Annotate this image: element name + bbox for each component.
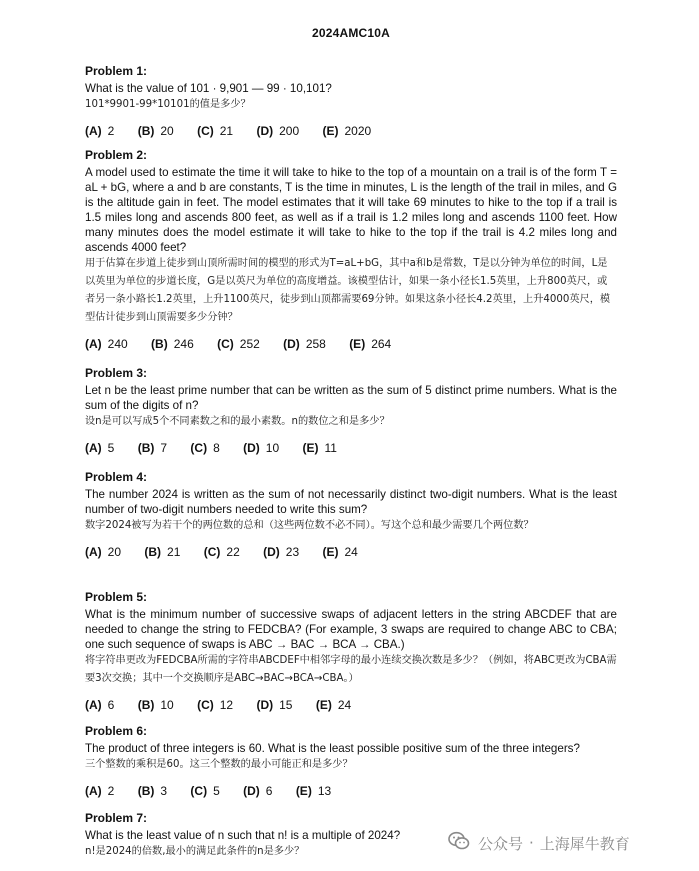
watermark-separator: · (529, 834, 534, 852)
problem-text-en: What is the least value of n such that n! is a multiple of 2024? (85, 829, 401, 842)
choice-d: (D) 15 (256, 698, 293, 712)
watermark-account-label: 公众号 (478, 834, 524, 853)
choice-c: (C) 8 (190, 441, 220, 455)
choice-d: (D) 6 (243, 784, 273, 798)
problem-text-en: A model used to estimate the time it will take to hike to the top of a mountain on a trail is of the form T = aL + bG, where a and b are constants, T is the time in minutes, L is the length of the trail in miles, and G is the altitude gain in feet. The model estimates that it will take 69 minutes to hike to the top if a trail is 1.5 miles long and ascends 800 feet, as well as if a trail is 1.2 miles long and ascends 1100 feet. How many minutes does the model estimate it will take to hike to the top if the trail is 4.2 miles long and ascends 4000 feet? (85, 166, 617, 254)
problem-text-en: The product of three integers is 60. What is the least possible positive sum of the three integers? (85, 742, 580, 755)
answer-choices (85, 784, 617, 799)
problem-4 (85, 470, 617, 560)
choice-a: (A) 6 (85, 698, 115, 712)
choice-c: (C) 5 (190, 784, 220, 798)
choice-b: (B) 3 (137, 784, 168, 798)
choice-d: (D) 10 (243, 441, 280, 455)
problem-text-zh: 设n是可以写成5个不同素数之和的最小素数。n的数位之和是多少？ (85, 416, 390, 427)
answer-choices (85, 124, 617, 139)
answer-choices (85, 441, 617, 456)
problem-text-zh: 101*9901-99*10101的值是多少？ (85, 99, 251, 110)
problem-3 (85, 366, 617, 456)
choice-a: (A) 2 (85, 124, 115, 138)
answer-choices (85, 545, 617, 560)
choice-b: (B) 10 (137, 698, 174, 712)
choice-c: (C) 12 (197, 698, 234, 712)
problem-text-en: Let n be the least prime number that can be written as the sum of 5 distinct prime numbers. What is the sum of the digits of n? (85, 384, 617, 412)
problem-text-zh: 三个整数的乘积是60。这三个整数的最小可能正和是多少？ (85, 759, 353, 770)
problem-text-en: The number 2024 is written as the sum of not necessarily distinct two-digit numbers. What is the least number of two-digit numbers needed to write this sum? (85, 488, 617, 516)
problem-1 (85, 64, 617, 139)
problem-heading: Problem 7: (85, 811, 148, 825)
problem-heading: Problem 6: (85, 724, 148, 738)
document-title: 2024AMC10A (311, 26, 391, 40)
problem-text-zh: 数字2024被写为若干个的两位数的总和（这些两位数不必不同）。写这个总和最少需要几个两位数？ (85, 520, 534, 531)
choice-c: (C) 252 (217, 337, 260, 351)
choice-a: (A) 2 (85, 784, 115, 798)
choice-e: (E) 13 (295, 784, 332, 798)
problem-heading: Problem 4: (85, 470, 148, 484)
choice-d: (D) 200 (256, 124, 300, 138)
choice-e: (E) 24 (315, 698, 352, 712)
wechat-watermark (448, 828, 630, 858)
problem-6 (85, 724, 617, 799)
problem-text-zh: 将字符串更改为FEDCBA所需的字符串ABCDEF中相邻字母的最小连续交换次数是多少？（例如，将ABC更改为CBA需要3次交换；其中一个交换顺序是ABC→BAC→BCA→CBA。） (85, 655, 617, 684)
problem-text-zh: n!是2024的倍数,最小的满足此条件的n是多少？ (85, 846, 305, 857)
choice-a: (A) 240 (85, 337, 128, 351)
choice-c: (C) 21 (197, 124, 234, 138)
choice-e: (E) 2020 (322, 124, 372, 138)
problem-5 (85, 590, 617, 713)
wechat-icon (448, 831, 470, 855)
choice-e: (E) 24 (322, 545, 358, 559)
choice-d: (D) 258 (283, 337, 326, 351)
choice-b: (B) 246 (151, 337, 194, 351)
choice-b: (B) 7 (137, 441, 168, 455)
choice-a: (A) 20 (85, 545, 122, 559)
problem-heading: Problem 3: (85, 366, 148, 380)
choice-a: (A) 5 (85, 441, 115, 455)
problem-2 (85, 148, 617, 352)
choice-d: (D) 23 (263, 545, 300, 559)
answer-choices (85, 698, 617, 713)
problem-text-en: What is the value of 101 · 9,901 — 99 · 10,101? (85, 82, 332, 95)
problem-heading: Problem 5: (85, 590, 148, 604)
watermark-account-name: 上海犀牛教育 (539, 834, 630, 853)
problem-text-en: What is the minimum number of successive swaps of adjacent letters in the string ABCDEF that are needed to change the string to FEDCBA? (For example, 3 swaps are required to change ABC to CBA; one such sequence of swaps is ABC → BAC → BCA → CBA.) (85, 608, 617, 651)
choice-b: (B) 21 (144, 545, 181, 559)
problem-heading: Problem 1: (85, 64, 148, 78)
choice-e: (E) 11 (302, 441, 337, 455)
choice-c: (C) 22 (203, 545, 240, 559)
problem-text-zh: 用于估算在步道上徒步到山顶所需时间的模型的形式为T=aL+bG，其中a和b是常数，T是以分钟为单位的时间，L是以英里为单位的步道长度，G是以英尺为单位的高度增益。该模型估计，如果一条小径长1.5英里，上升800英尺，或者另一条小路长1.2英里，上升1100英尺，徒步到山顶都需要69分钟。如果这条小径长4.2英里，上升4000英尺，模型估计徒步到山顶需要多少分钟？ (85, 258, 611, 323)
choice-e: (E) 264 (349, 337, 392, 351)
choice-b: (B) 20 (137, 124, 174, 138)
problem-heading: Problem 2: (85, 148, 148, 162)
answer-choices (85, 337, 617, 352)
